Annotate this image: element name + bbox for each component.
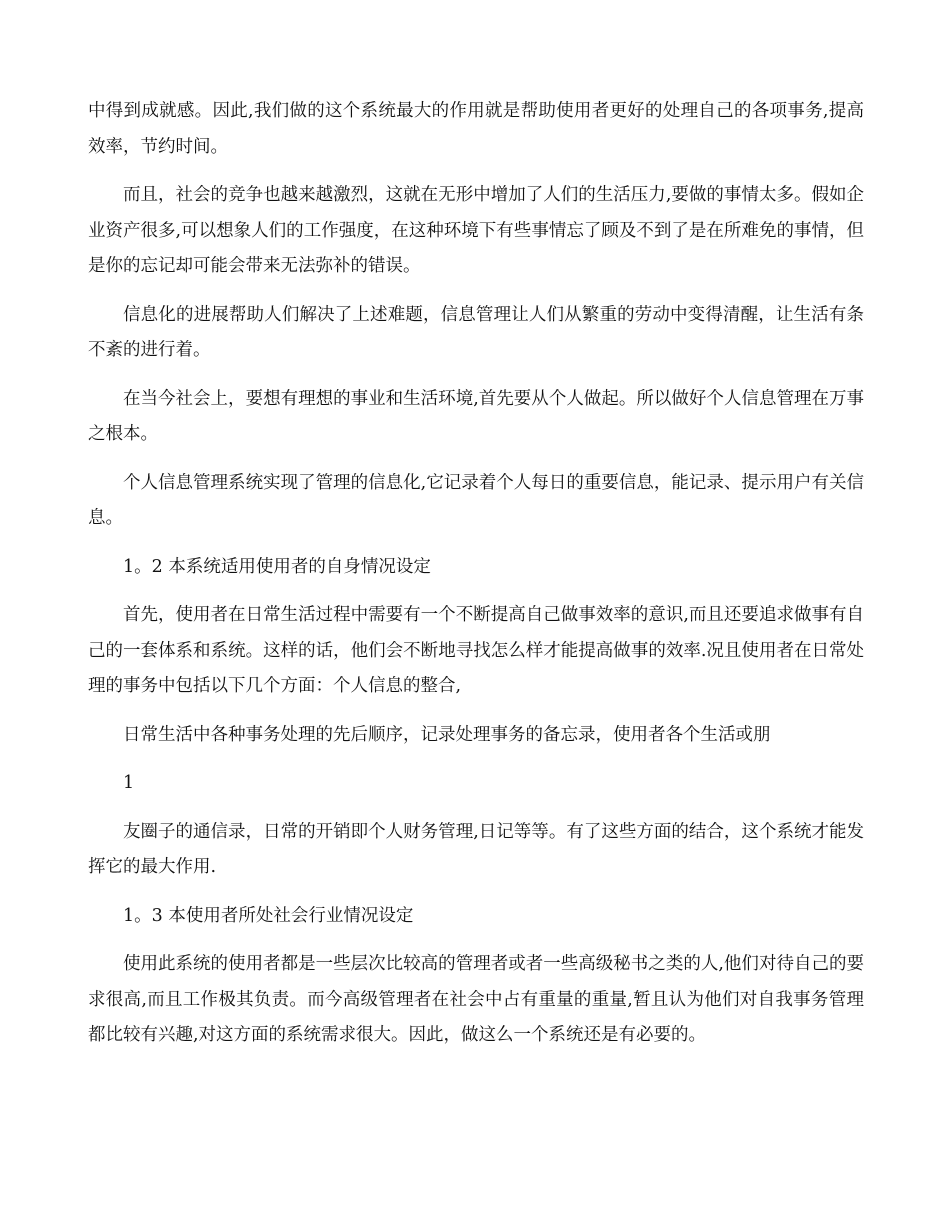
document-body <box>88 94 864 1067</box>
paragraph-5: 个人信息管理系统实现了管理的信息化,它记录着个人每日的重要信息，能记录、提示用户有关信息。 <box>88 472 864 528</box>
paragraph-2: 而且，社会的竞争也越来越激烈，这就在无形中增加了人们的生活压力,要做的事情太多。假如企业资产很多,可以想象人们的工作强度，在这种环境下有些事情忘了顾及不到了是在所难免的事情，但是你的忘记却可能会带来无法弥补的错误。 <box>88 185 864 276</box>
page-number: 1 <box>123 773 135 793</box>
section-heading-1-3: 1。3 本使用者所处社会行业情况设定 <box>123 905 414 926</box>
paragraph-4: 在当今社会上，要想有理想的事业和生活环境,首先要从个人做起。所以做好个人信息管理在万事之根本。 <box>88 388 864 444</box>
section-heading-1-2: 1。2 本系统适用使用者的自身情况设定 <box>123 556 431 577</box>
paragraph-3: 信息化的进展帮助人们解决了上述难题，信息管理让人们从繁重的劳动中变得清醒，让生活有条不紊的进行着。 <box>88 304 864 360</box>
paragraph-1: 中得到成就感。因此,我们做的这个系统最大的作用就是帮助使用者更好的处理自己的各项事务,提高效率，节约时间。 <box>88 101 864 157</box>
paragraph-9: 使用此系统的使用者都是一些层次比较高的管理者或者一些高级秘书之类的人,他们对待自己的要求很高,而且工作极其负责。而今高级管理者在社会中占有重量的重量,暂且认为他们对自我事务管理都比较有兴趣,对这方面的系统需求很大。因此，做这么一个系统还是有必要的。 <box>88 954 864 1045</box>
paragraph-7: 日常生活中各种事务处理的先后顺序，记录处理事务的备忘录，使用者各个生活或朋 <box>123 724 771 745</box>
paragraph-6: 首先，使用者在日常生活过程中需要有一个不断提高自己做事效率的意识,而且还要追求做事有自己的一套体系和系统。这样的话，他们会不断地寻找怎么样才能提高做事的效率.况且使用者在日常处理的事务中包括以下几个方面：个人信息的整合, <box>88 605 864 696</box>
paragraph-8: 友圈子的通信录，日常的开销即个人财务管理,日记等等。有了这些方面的结合，这个系统才能发挥它的最大作用. <box>88 821 864 877</box>
